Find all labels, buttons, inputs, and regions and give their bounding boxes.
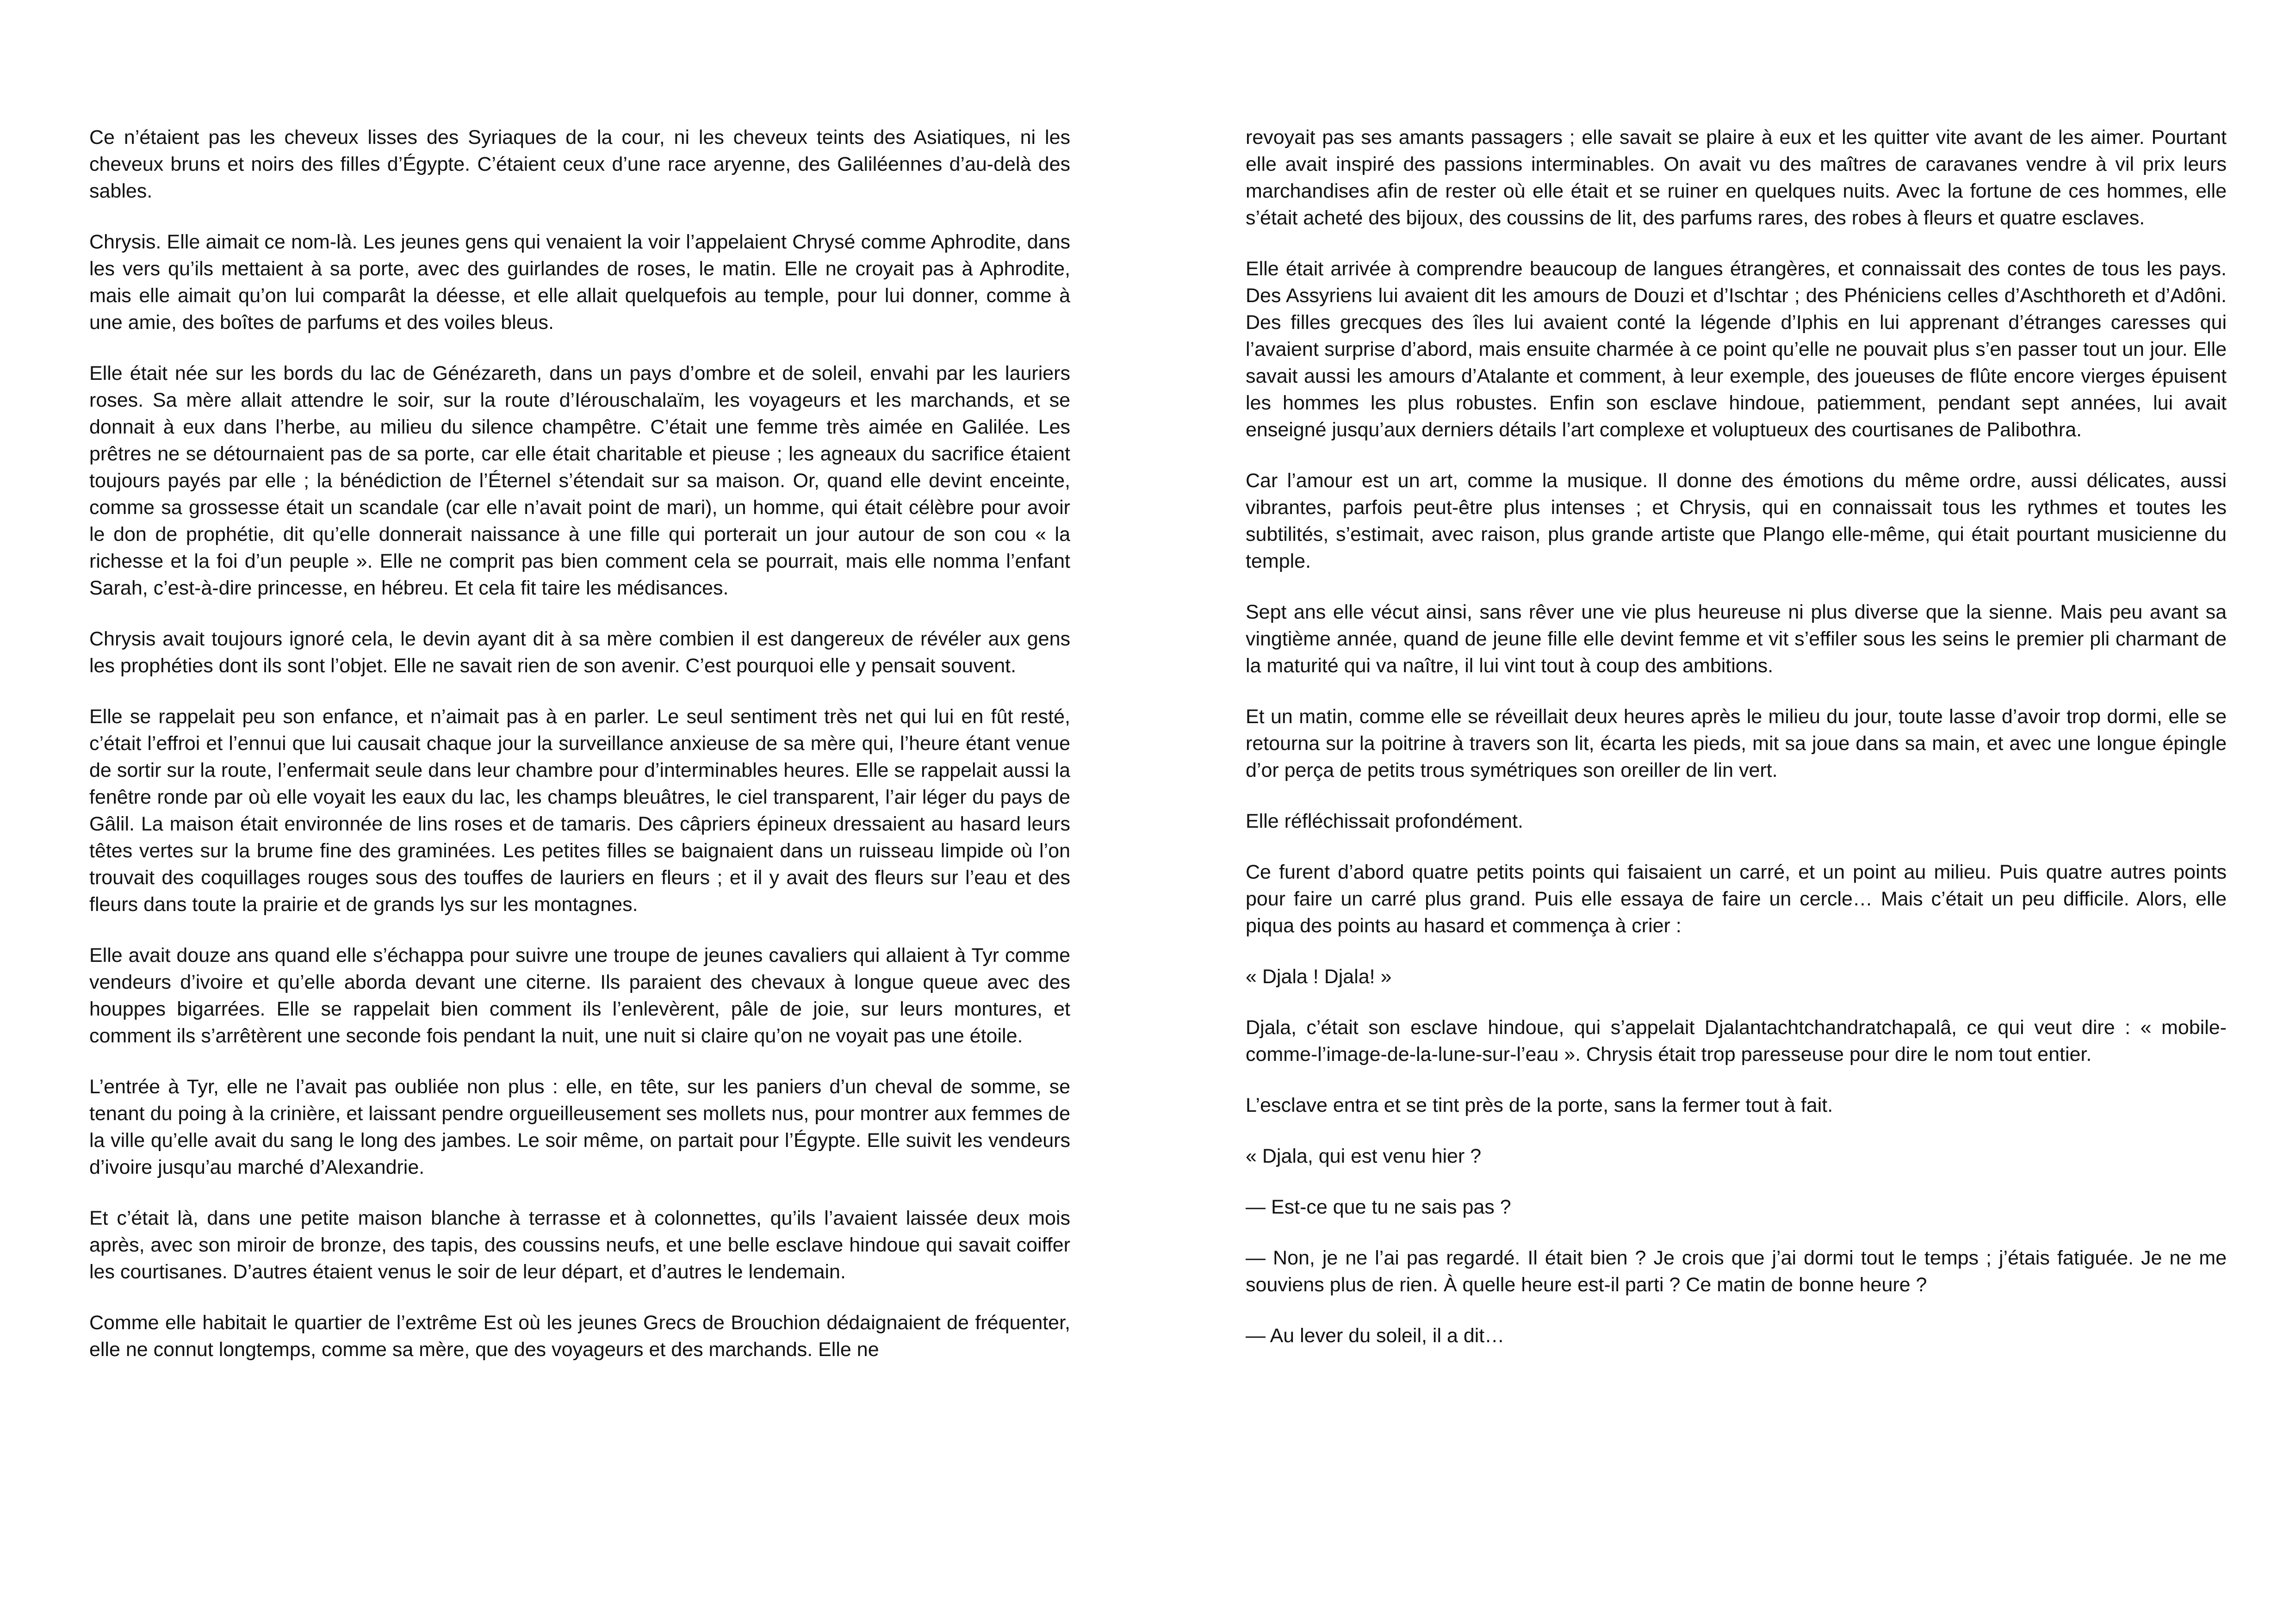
paragraph: « Djala ! Djala! » [1246,966,1392,988]
paragraph: Elle se rappelait peu son enfance, et n’aimait pas à en parler. Le seul sentiment très net qui lui en fût resté, c’était l’effroi et l’ennui que lui causait chaque jour la surveillance anxieuse de sa mère qui, l’heure étant venue de sortir sur la route, l’enfermait seule dans leur chambre pour d’interminables heures. Elle se rappelait aussi la fenêtre ronde par où elle voyait les eaux du lac, les champs bleuâtres, le ciel transparent, l’air léger du pays de Gâlil. La maison était environnée de lins roses et de tamaris. Des câpriers épineux dressaient au hasard leurs têtes vertes sur la brume fine des graminées. Les petites filles se baignaient dans un ruisseau limpide où l’on trouvait des coquillages rouges sous des touffes de lauriers en fleurs ; et il y avait des fleurs sur l’eau et des fleurs dans toute la prairie et de grands lys sur les montagnes. [89,706,1070,916]
paragraph: Et c’était là, dans une petite maison blanche à terrasse et à colonnettes, qu’ils l’avaient laissée deux mois après, avec son miroir de bronze, des tapis, des coussins neufs, et une belle esclave hindoue qui savait coiffer les courtisanes. D’autres étaient venus le soir de leur départ, et d’autres le lendemain. [89,1207,1070,1283]
paragraph: Elle était née sur les bords du lac de Génézareth, dans un pays d’ombre et de soleil, envahi par les lauriers roses. Sa mère allait attendre le soir, sur la route d’Iérouschalaïm, les voyageurs et les marchands, et se donnait à eux dans l’herbe, au milieu du silence champêtre. C’était une femme très aimée en Galilée. Les prêtres ne se détournaient pas de sa porte, car elle était charitable et pieuse ; les agneaux du sacrifice étaient toujours payés par elle ; la bénédiction de l’Éternel s’étendait sur sa maison. Or, quand elle devint enceinte, comme sa grossesse était un scandale (car elle n’avait point de mari), un homme, qui était célèbre pour avoir le don de prophétie, dit qu’elle donnerait naissance à une fille qui porterait un jour autour de son cou « la richesse et la foi d’un peuple ». Elle ne comprit pas bien comment cela se pourrait, mais elle nomma l’enfant Sarah, c’est-à-dire princesse, en hébreu. Et cela fit taire les médisances. [89,362,1070,599]
paragraph: Et un matin, comme elle se réveillait deux heures après le milieu du jour, toute lasse d’avoir trop dormi, elle se retourna sur la poitrine à travers son lit, écarta les pieds, mit sa joue dans sa main, et avec une longue épingle d’or perça de petits trous symétriques son oreiller de lin vert. [1246,706,2227,781]
paragraph: Ce n’étaient pas les cheveux lisses des Syriaques de la cour, ni les cheveux teints des Asiatiques, ni les cheveux bruns et noirs des filles d’Égypte. C’étaient ceux d’une race aryenne, des Galiléennes d’au-delà des sables. [89,126,1070,202]
paragraph: L’entrée à Tyr, elle ne l’avait pas oubliée non plus : elle, en tête, sur les paniers d’un cheval de somme, se tenant du poing à la crinière, et laissant pendre orgueilleusement ses mollets nus, pour montrer aux femmes de la ville qu’elle avait du sang le long des jambes. Le soir même, on partait pour l’Égypte. Elle suivit les vendeurs d’ivoire jusqu’au marché d’Alexandrie. [89,1076,1070,1178]
right-page-text [1246,124,2227,1373]
paragraph: Djala, c’était son esclave hindoue, qui s’appelait Djalantachtchandratchapalâ, ce qui veut dire : « mobile-comme-l’image-de-la-lune-sur-l’eau ». Chrysis était trop paresseuse pour dire le nom tout entier. [1246,1016,2227,1065]
paragraph: Comme elle habitait le quartier de l’extrême Est où les jeunes Grecs de Brouchion dédaignaient de fréquenter, elle ne connut longtemps, comme sa mère, que des voyageurs et des marchands. Elle ne [89,1312,1070,1361]
paragraph: Car l’amour est un art, comme la musique. Il donne des émotions du même ordre, aussi délicates, aussi vibrantes, parfois peut-être plus intenses ; et Chrysis, qui en connaissait tous les rythmes et toutes les subtilités, s’estimait, avec raison, plus grande artiste que Plango elle-même, qui était pourtant musicienne du temple. [1246,470,2227,572]
paragraph: L’esclave entra et se tint près de la porte, sans la fermer tout à fait. [1246,1094,1833,1116]
paragraph: Sept ans elle vécut ainsi, sans rêver une vie plus heureuse ni plus diverse que la sienne. Mais peu avant sa vingtième année, quand de jeune fille elle devint femme et vit s’effiler sous les seins le premier pli charmant de la maturité qui va naître, il lui vint tout à coup des ambitions. [1246,601,2227,677]
paragraph: Chrysis. Elle aimait ce nom-là. Les jeunes gens qui venaient la voir l’appelaient Chrysé comme Aphrodite, dans les vers qu’ils mettaient à sa porte, avec des guirlandes de roses, le matin. Elle ne croyait pas à Aphrodite, mais elle aimait qu’on lui comparât la déesse, et elle allait quelquefois au temple, pour lui donner, comme à une amie, des boîtes de parfums et des voiles bleus. [89,231,1070,334]
paragraph: — Au lever du soleil, il a dit… [1246,1325,1505,1347]
paragraph: Ce furent d’abord quatre petits points qui faisaient un carré, et un point au milieu. Puis quatre autres points pour faire un carré plus grand. Puis elle essaya de faire un cercle… Mais c’était un peu difficile. Alors, elle piqua des points au hasard et commença à crier : [1246,861,2227,937]
paragraph: Elle était arrivée à comprendre beaucoup de langues étrangères, et connaissait des contes de tous les pays. Des Assyriens lui avaient dit les amours de Douzi et d’Ischtar ; des Phéniciens celles d’Aschthoreth et d’Adôni. Des filles grecques des îles lui avaient conté la légende d’Iphis en lui apprenant d’étranges caresses qui l’avaient surprise d’abord, mais ensuite charmée à ce point qu’elle ne pouvait plus s’en passer tout un jour. Elle savait aussi les amours d’Atalante et comment, à leur exemple, des joueuses de flûte encore vierges épuisent les hommes les plus robustes. Enfin son esclave hindoue, patiemment, pendant sept années, lui avait enseigné jusqu’aux derniers détails l’art complexe et voluptueux des courtisanes de Palibothra. [1246,258,2227,441]
paragraph: Chrysis avait toujours ignoré cela, le devin ayant dit à sa mère combien il est dangereux de révéler aux gens les prophéties dont ils sont l’objet. Elle ne savait rien de son avenir. C’est pourquoi elle y pensait souvent. [89,628,1070,677]
paragraph: revoyait pas ses amants passagers ; elle savait se plaire à eux et les quitter vite avant de les aimer. Pourtant elle avait inspiré des passions interminables. On avait vu des maîtres de caravanes vendre à vil prix leurs marchandises afin de rester où elle était et se ruiner en quelques nuits. Avec la fortune de ces hommes, elle s’était acheté des bijoux, des coussins de lit, des parfums rares, des robes à fleurs et quatre esclaves. [1246,126,2227,229]
paragraph: Elle réfléchissait profondément. [1246,810,1523,832]
paragraph: Elle avait douze ans quand elle s’échappa pour suivre une troupe de jeunes cavaliers qui allaient à Tyr comme vendeurs d’ivoire et qu’elle aborda devant une citerne. Ils paraient des chevaux à longue queue avec des houppes bigarrées. Elle se rappelait bien comment ils l’enlevèrent, pâle de joie, sur leurs montures, et comment ils s’arrêtèrent une seconde fois pendant la nuit, une nuit si claire qu’on ne voyait pas une étoile. [89,944,1070,1047]
paragraph: « Djala, qui est venu hier ? [1246,1145,1482,1167]
paragraph: — Est-ce que tu ne sais pas ? [1246,1196,1511,1218]
paragraph: — Non, je ne l’ai pas regardé. Il était bien ? Je crois que j’ai dormi tout le temps ; j’étais fatiguée. Je ne me souviens plus de rien. À quelle heure est-il parti ? Ce matin de bonne heure ? [1246,1247,2227,1296]
left-page-text [89,124,1070,1387]
